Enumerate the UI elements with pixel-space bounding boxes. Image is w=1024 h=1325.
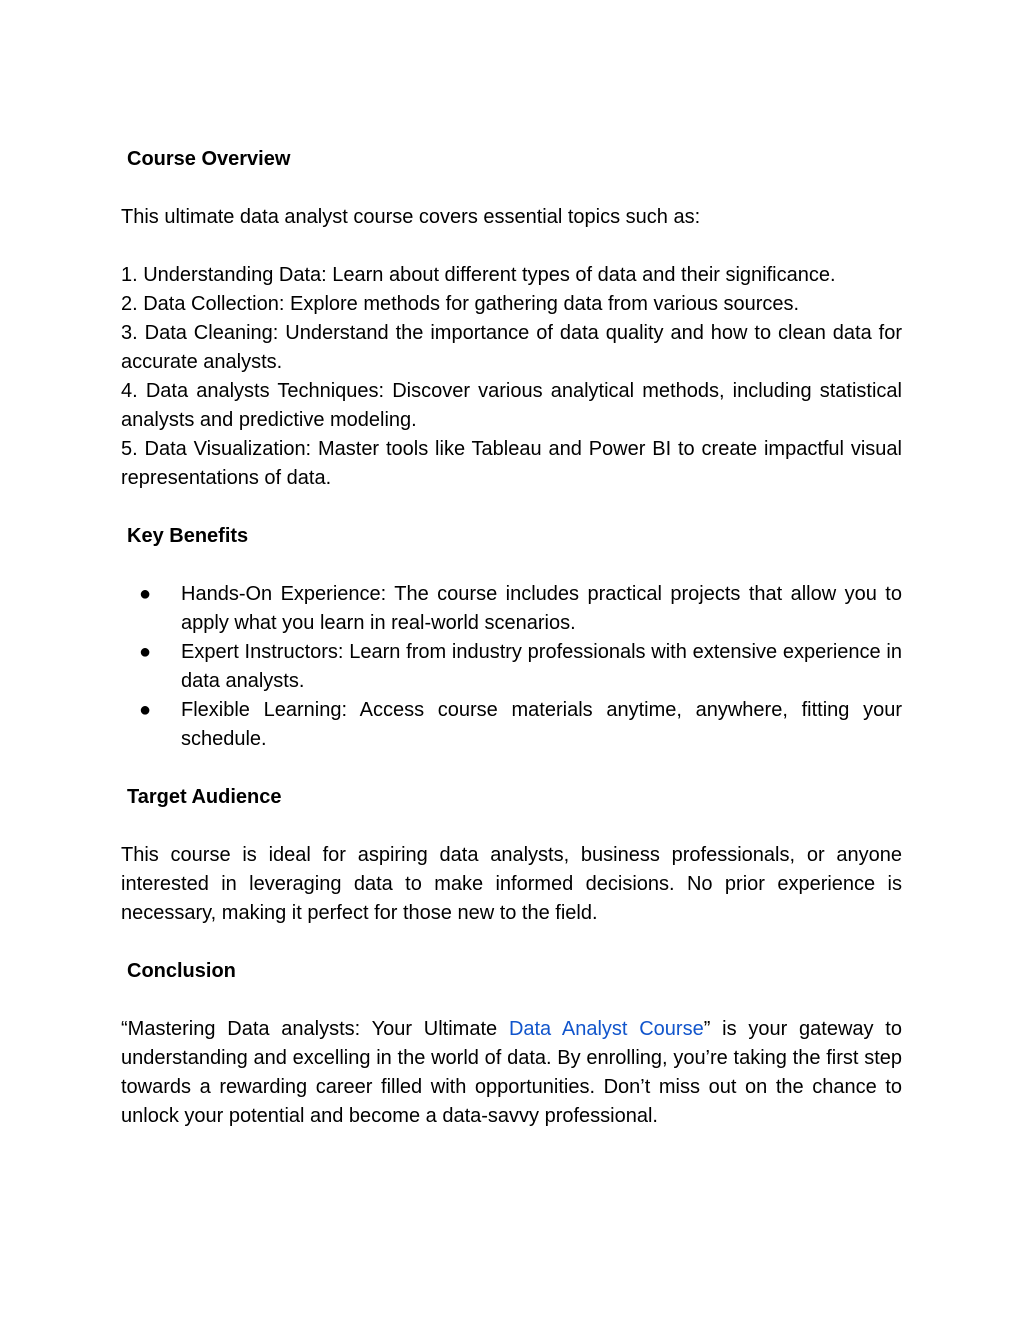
benefit-item-1 xyxy=(121,580,902,638)
benefit-text: Hands-On Experience: The course includes practical projects that allow you to apply what you learn in real-world scenarios. xyxy=(181,583,902,634)
target-audience-heading: Target Audience xyxy=(127,786,282,808)
spacer xyxy=(121,551,902,580)
spacer xyxy=(121,928,902,957)
benefit-text: Flexible Learning: Access course materials anytime, anywhere, fitting your schedule. xyxy=(181,699,902,750)
topic-item-4: 4. Data analysts Techniques: Discover various analytical methods, including statistical analysts and predictive modeling. xyxy=(121,380,902,431)
data-analyst-course-link[interactable]: Data Analyst Course xyxy=(508,1018,704,1040)
target-audience-text: This course is ideal for aspiring data analysts, business professionals, or anyone interested in leveraging data to make informed decisions. No prior experience is necessary, making it perfect for those new to the field. xyxy=(121,844,902,924)
course-overview-intro: This ultimate data analyst course covers essential topics such as: xyxy=(121,206,701,228)
conclusion-text xyxy=(121,1015,902,1131)
benefit-item-3 xyxy=(121,696,902,754)
topic-item-5: 5. Data Visualization: Master tools like Tableau and Power BI to create impactful visual representations of data. xyxy=(121,438,902,489)
topic-item-3: 3. Data Cleaning: Understand the importance of data quality and how to clean data for accurate analysts. xyxy=(121,322,902,373)
spacer xyxy=(121,986,902,1015)
topic-item-1: 1. Understanding Data: Learn about different types of data and their significance. xyxy=(121,264,836,286)
course-overview-heading: Course Overview xyxy=(127,148,291,170)
benefit-text: Expert Instructors: Learn from industry professionals with extensive experience in data analysts. xyxy=(181,641,902,692)
benefit-item-2 xyxy=(121,638,902,696)
conclusion-text-before-link: “Mastering Data analysts: Your Ultimate xyxy=(121,1018,509,1040)
conclusion-text-after-link: ” is your gateway to understanding and excelling in the world of data. By enrolling, you’re taking the first step towards a rewarding career filled with opportunities. Don’t miss out on the chance to unlock your potential and become a data-savvy professional. xyxy=(121,1018,902,1127)
spacer xyxy=(121,174,902,203)
bullet-icon: ● xyxy=(139,699,152,721)
topic-item-2: 2. Data Collection: Explore methods for gathering data from various sources. xyxy=(121,293,800,315)
key-benefits-heading: Key Benefits xyxy=(127,525,249,547)
bullet-icon: ● xyxy=(139,641,152,663)
document-page xyxy=(121,145,902,1131)
spacer xyxy=(121,232,902,261)
benefits-list xyxy=(121,580,902,754)
topics-list xyxy=(121,261,902,493)
bullet-icon: ● xyxy=(139,583,152,605)
spacer xyxy=(121,754,902,783)
spacer xyxy=(121,812,902,841)
conclusion-heading: Conclusion xyxy=(127,960,236,982)
spacer xyxy=(121,493,902,522)
